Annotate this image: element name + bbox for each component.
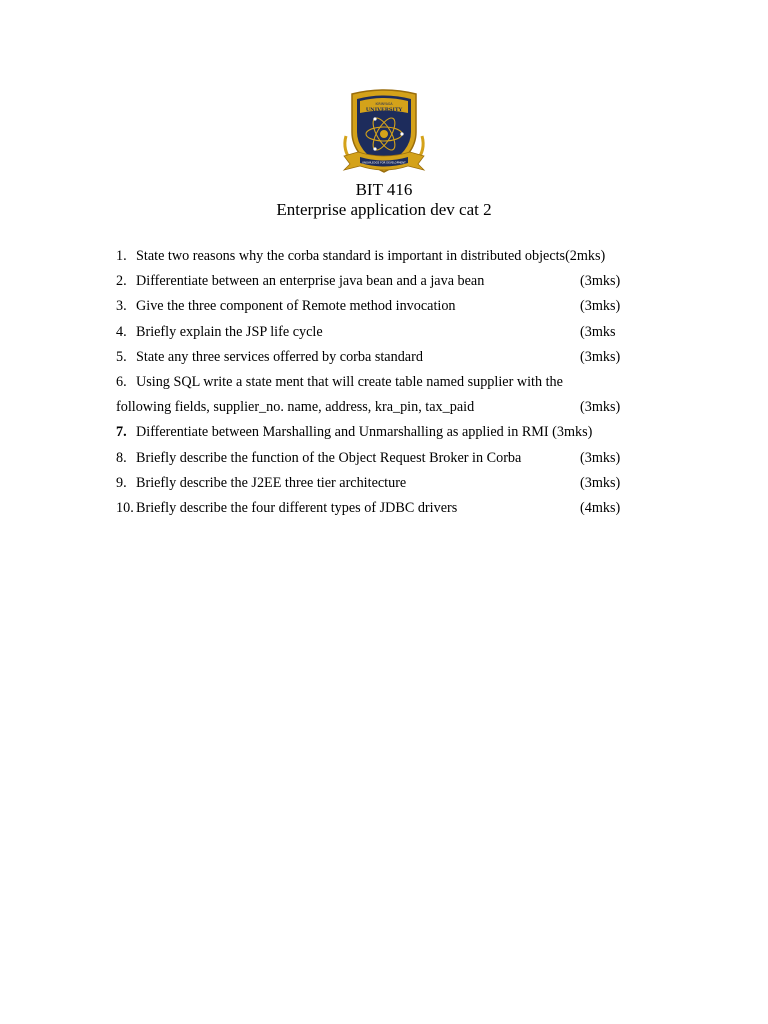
question-item xyxy=(116,269,676,294)
question-number: 5. xyxy=(116,348,127,365)
question-item xyxy=(116,244,676,269)
crest-name-text: UNIVERSITY xyxy=(365,107,403,113)
question-item xyxy=(116,370,676,420)
question-number: 8. xyxy=(116,449,127,466)
question-marks: (3mks) xyxy=(580,298,621,315)
university-crest-logo xyxy=(338,86,430,178)
question-item xyxy=(116,471,676,496)
question-number: 1. xyxy=(116,248,127,264)
question-list xyxy=(116,244,676,521)
question-text: State two reasons why the corba standard is important in distributed objects(2mks) xyxy=(136,248,606,264)
question-marks: (3mks) xyxy=(580,399,621,416)
exam-title: Enterprise application dev cat 2 xyxy=(276,200,492,219)
question-text: Differentiate between Marshalling and Unmarshalling as applied in RMI (3mks) xyxy=(136,424,593,441)
question-number: 3. xyxy=(116,298,127,315)
question-item xyxy=(116,345,676,370)
question-item xyxy=(116,446,676,471)
question-text: Briefly explain the JSP life cycle xyxy=(136,323,323,340)
crest-motto-text: KNOWLEDGE FOR DEVELOPMENT xyxy=(362,161,406,165)
question-number: 2. xyxy=(116,273,127,290)
question-item xyxy=(116,496,676,521)
question-number: 4. xyxy=(116,323,127,340)
question-item xyxy=(116,294,676,319)
question-number: 6. xyxy=(116,373,127,390)
question-number: 9. xyxy=(116,474,127,491)
question-text: Briefly describe the four different types of JDBC drivers xyxy=(136,499,458,516)
question-marks: (3mks) xyxy=(580,449,621,466)
crest-top-text: KIRINYAGA xyxy=(375,102,393,106)
course-code: BIT 416 xyxy=(355,180,413,199)
question-marks: (4mks) xyxy=(580,499,621,516)
question-text-continued: following fields, supplier_no. name, address, kra_pin, tax_paid xyxy=(116,399,475,416)
question-item xyxy=(116,420,676,445)
question-text: Differentiate between an enterprise java bean and a java bean xyxy=(136,273,485,290)
question-marks: (3mks) xyxy=(580,474,621,491)
question-marks: (3mks xyxy=(580,323,616,340)
question-item xyxy=(116,320,676,345)
question-marks: (3mks) xyxy=(580,273,621,290)
question-text: State any three services offerred by corba standard xyxy=(136,348,423,365)
question-text: Briefly describe the function of the Object Request Broker in Corba xyxy=(136,449,522,466)
question-number: 7. xyxy=(116,424,127,441)
question-text: Using SQL write a state ment that will create table named supplier with the xyxy=(136,373,563,390)
question-text: Briefly describe the J2EE three tier architecture xyxy=(136,474,407,491)
question-text: Give the three component of Remote method invocation xyxy=(136,298,456,315)
question-number: 10. xyxy=(116,499,134,516)
question-marks: (3mks) xyxy=(580,348,621,365)
